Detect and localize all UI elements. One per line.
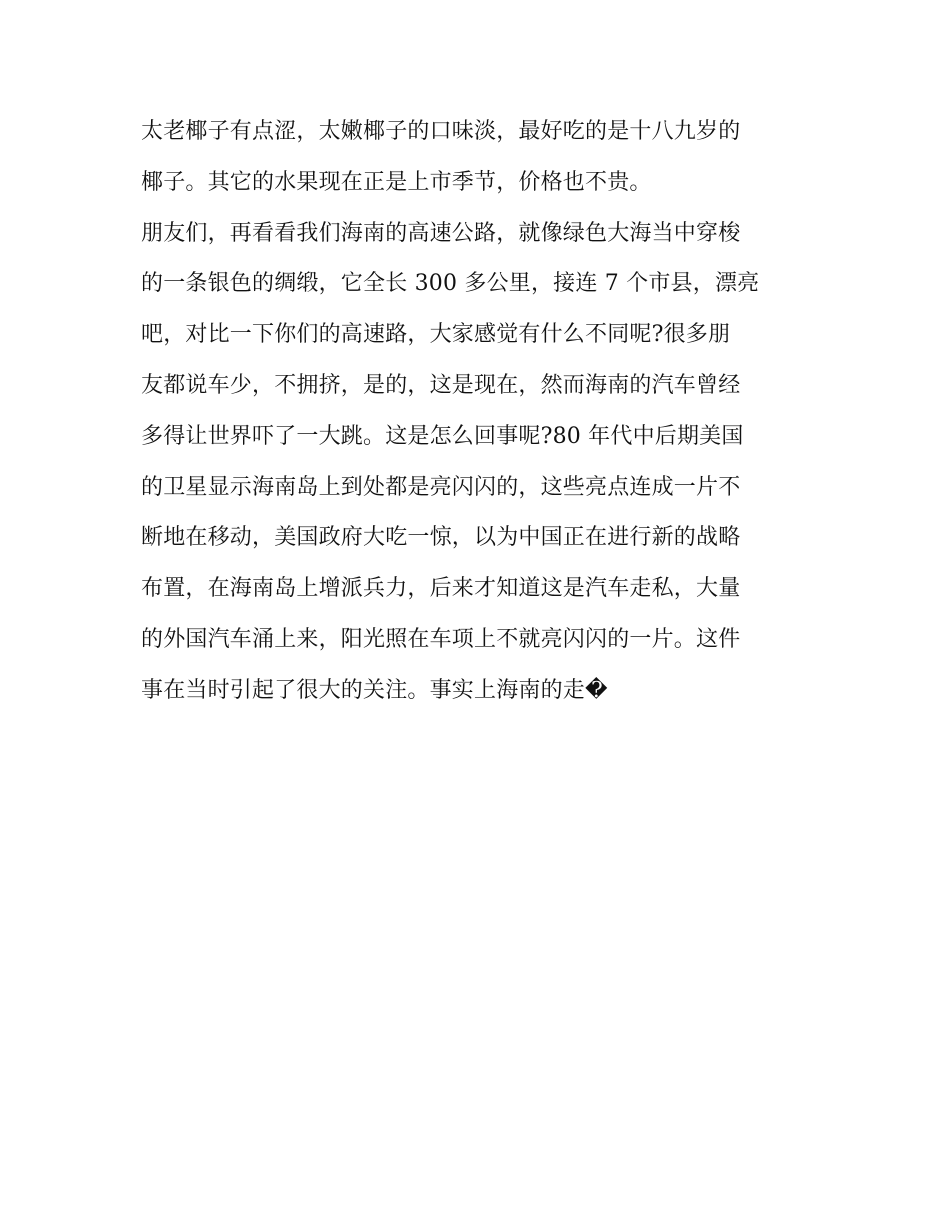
text-line: 椰子。其它的水果现在正是上市季节，价格也不贵。 bbox=[141, 169, 652, 195]
text-line: 的一条银色的绸缎，它全长 300 多公里，接连 7 个市县，漂亮 bbox=[141, 271, 760, 297]
text-line: 多得让世界吓了一大跳。这是怎么回事呢?80 年代中后期美国 bbox=[141, 423, 744, 449]
text-line: 事在当时引起了很大的关注。事实上海南的走� bbox=[141, 677, 608, 703]
text-line: 太老椰子有点涩，太嫩椰子的口味淡，最好吃的是十八九岁的 bbox=[141, 119, 741, 144]
text-line: 的外国汽车涌上来，阳光照在车项上不就亮闪闪的一片。这件 bbox=[141, 626, 741, 652]
text-line: 朋友们，再看看我们海南的高速公路，就像绿色大海当中穿梭 bbox=[141, 220, 741, 246]
text-line: 吧，对比一下你们的高速路，大家感觉有什么不同呢?很多朋 bbox=[141, 322, 731, 348]
text-line: 布置，在海南岛上增派兵力，后来才知道这是汽车走私，大量 bbox=[141, 576, 741, 602]
text-line: 断地在移动，美国政府大吃一惊，以为中国正在进行新的战略 bbox=[141, 525, 741, 551]
body-text bbox=[141, 107, 811, 717]
text-line: 的卫星显示海南岛上到处都是亮闪闪的，这些亮点连成一片不 bbox=[141, 474, 741, 500]
text-line: 友都说车少，不拥挤，是的，这是现在，然而海南的汽车曾经 bbox=[141, 372, 741, 398]
